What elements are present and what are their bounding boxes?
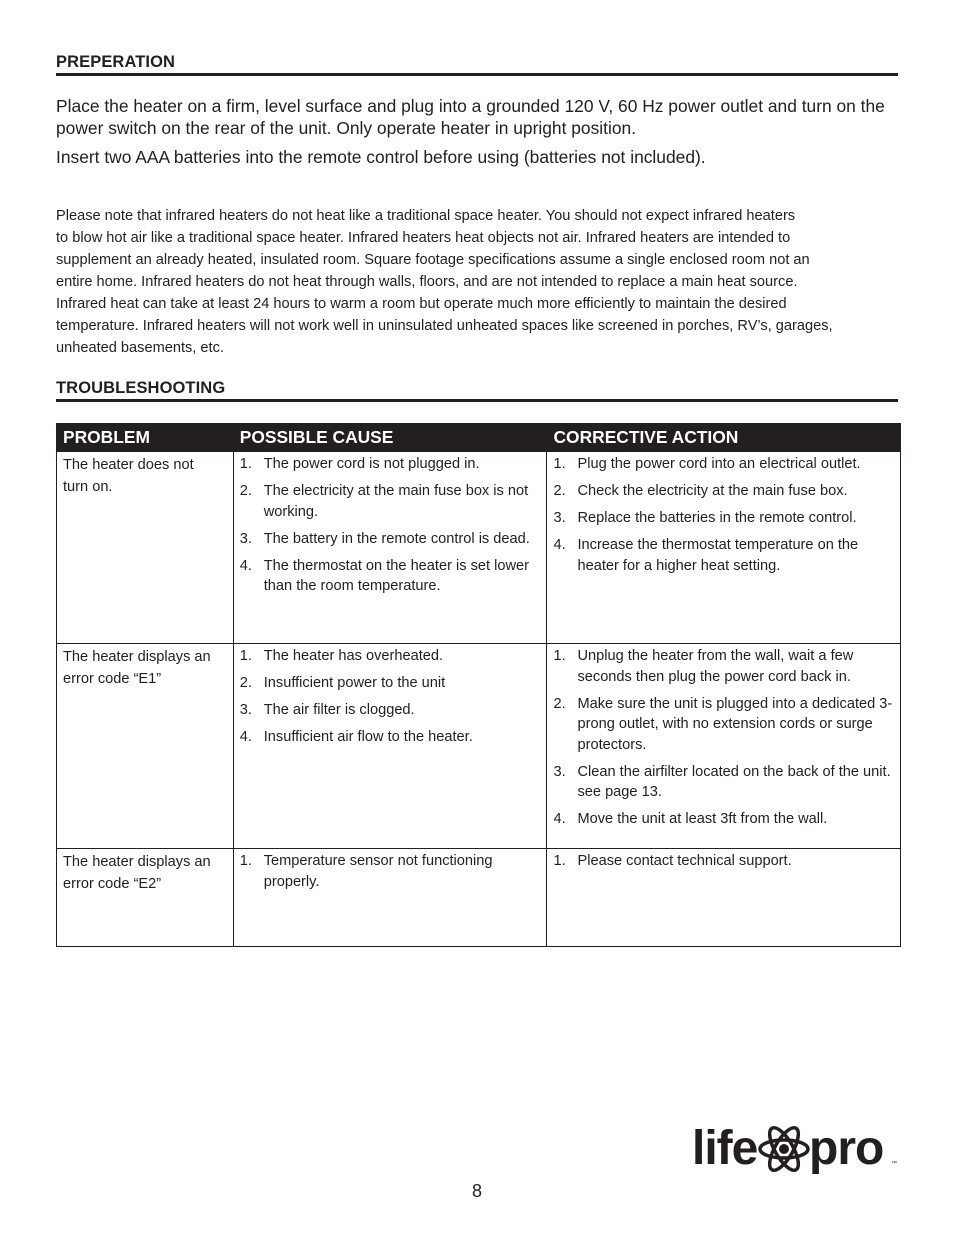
cause-cell bbox=[233, 849, 547, 947]
problem-cell bbox=[57, 849, 234, 947]
column-header-possible-cause: POSSIBLE CAUSE bbox=[233, 424, 547, 452]
list-item bbox=[553, 508, 894, 529]
list-item bbox=[240, 700, 541, 721]
problem-cell bbox=[57, 452, 234, 644]
problem-line: The heater displays an bbox=[63, 854, 211, 870]
list-item bbox=[553, 762, 894, 803]
table-header-row bbox=[57, 424, 901, 452]
infrared-note bbox=[56, 205, 902, 359]
preparation-heading: PREPERATION bbox=[56, 52, 898, 76]
note-line: supplement an already heated, insulated room. Square footage specifications assume a single enclosed room not an bbox=[56, 252, 810, 268]
item-text: The electricity at the main fuse box is not working. bbox=[263, 483, 529, 520]
item-text: Insufficient air flow to the heater. bbox=[263, 729, 473, 745]
item-number: 4. bbox=[553, 811, 566, 827]
list-item bbox=[240, 454, 541, 475]
item-number: 1. bbox=[239, 648, 252, 664]
item-text: The battery in the remote control is dead. bbox=[263, 530, 530, 547]
list-item bbox=[553, 809, 894, 830]
list-item bbox=[553, 535, 894, 576]
table-row bbox=[57, 644, 901, 849]
cause-cell bbox=[233, 644, 547, 849]
action-cell bbox=[547, 644, 901, 849]
item-number: 3. bbox=[239, 702, 252, 718]
item-number: 1. bbox=[553, 648, 566, 664]
list-item bbox=[553, 454, 894, 475]
note-line: Infrared heat can take at least 24 hours to warm a room but operate much more efficiently to maintain the desired bbox=[56, 296, 787, 312]
item-number: 1. bbox=[239, 456, 252, 472]
list-item bbox=[553, 851, 894, 872]
item-text: The thermostat on the heater is set lower than the room temperature. bbox=[263, 557, 529, 594]
list-item bbox=[553, 694, 894, 756]
item-number: 2. bbox=[239, 483, 252, 499]
page-number: 8 bbox=[471, 1181, 482, 1201]
item-number: 2. bbox=[553, 695, 566, 712]
item-text: Replace the batteries in the remote control. bbox=[577, 510, 857, 526]
troubleshooting-heading: TROUBLESHOOTING bbox=[56, 378, 898, 402]
column-header-problem: PROBLEM bbox=[57, 424, 234, 452]
item-number: 4. bbox=[239, 729, 252, 745]
item-text: Unplug the heater from the wall, wait a few seconds then plug the power cord back in. bbox=[577, 648, 854, 685]
item-text: Temperature sensor not functioning properly. bbox=[263, 853, 493, 890]
trademark-mark: ™ bbox=[891, 1161, 897, 1167]
column-header-corrective-action: CORRECTIVE ACTION bbox=[547, 424, 901, 452]
item-number: 2. bbox=[553, 483, 566, 499]
troubleshooting-table bbox=[56, 423, 901, 947]
preparation-paragraph-2: Insert two AAA batteries into the remote control before using (batteries not included). bbox=[56, 147, 706, 167]
note-line: to blow hot air like a traditional space heater. Infrared heaters heat objects not air. Infrared heaters are intended to bbox=[56, 230, 791, 246]
table-row bbox=[57, 849, 901, 947]
table-row bbox=[57, 452, 901, 644]
problem-cell bbox=[57, 644, 234, 849]
item-text: Clean the airfilter located on the back of the unit. see page 13. bbox=[577, 763, 891, 800]
item-text: Increase the thermostat temperature on the heater for a higher heat setting. bbox=[577, 537, 859, 574]
item-number: 3. bbox=[553, 763, 566, 780]
item-number: 1. bbox=[553, 456, 566, 472]
action-cell bbox=[547, 452, 901, 644]
list-item bbox=[240, 646, 541, 667]
item-number: 1. bbox=[239, 853, 252, 869]
problem-line: error code “E2” bbox=[63, 876, 162, 892]
item-text: The air filter is clogged. bbox=[263, 702, 415, 718]
list-item bbox=[553, 481, 894, 502]
action-cell bbox=[547, 849, 901, 947]
problem-line: turn on. bbox=[63, 479, 113, 495]
item-text: Make sure the unit is plugged into a dedicated 3-prong outlet, with no extension cords or surge protectors. bbox=[577, 695, 893, 753]
list-item bbox=[240, 673, 541, 694]
logo-text-left: life bbox=[692, 1122, 758, 1175]
item-number: 4. bbox=[239, 557, 252, 574]
logo-text-right: pro bbox=[809, 1122, 884, 1175]
preparation-paragraph-1: Place the heater on a firm, level surface and plug into a grounded 120 V, 60 Hz power outlet and turn on the power switch on the rear of the unit. Only operate heater in upright position. bbox=[56, 96, 885, 138]
item-text: Please contact technical support. bbox=[577, 853, 792, 869]
item-number: 4. bbox=[553, 537, 566, 553]
list-item bbox=[240, 556, 541, 597]
item-text: Check the electricity at the main fuse box. bbox=[577, 483, 848, 499]
cause-cell bbox=[233, 452, 547, 644]
item-number: 3. bbox=[239, 530, 252, 547]
note-line: Please note that infrared heaters do not heat like a traditional space heater. You should not expect infrared heaters bbox=[56, 208, 796, 224]
list-item bbox=[240, 851, 541, 892]
note-line: unheated basements, etc. bbox=[56, 340, 224, 356]
note-line: temperature. Infrared heaters will not work well in uninsulated unheated spaces like screened in porches, RV’s, garages, bbox=[56, 318, 833, 334]
item-text: The power cord is not plugged in. bbox=[263, 456, 480, 472]
list-item bbox=[240, 727, 541, 748]
lifepro-logo bbox=[692, 1117, 902, 1181]
item-text: The heater has overheated. bbox=[263, 648, 444, 664]
item-text: Plug the power cord into an electrical outlet. bbox=[577, 456, 861, 472]
problem-line: The heater displays an bbox=[63, 649, 211, 665]
note-line: entire home. Infrared heaters do not heat through walls, floors, and are not intended to replace a main heat source. bbox=[56, 274, 798, 290]
list-item bbox=[240, 529, 541, 550]
item-text: Insufficient power to the unit bbox=[263, 675, 446, 691]
item-number: 2. bbox=[239, 675, 252, 691]
atom-icon bbox=[760, 1124, 808, 1175]
problem-line: The heater does not bbox=[63, 457, 194, 473]
problem-line: error code “E1” bbox=[63, 671, 162, 687]
item-number: 1. bbox=[553, 853, 566, 869]
item-text: Move the unit at least 3ft from the wall. bbox=[577, 811, 828, 827]
list-item bbox=[240, 481, 541, 522]
item-number: 3. bbox=[553, 510, 566, 526]
list-item bbox=[553, 646, 894, 687]
